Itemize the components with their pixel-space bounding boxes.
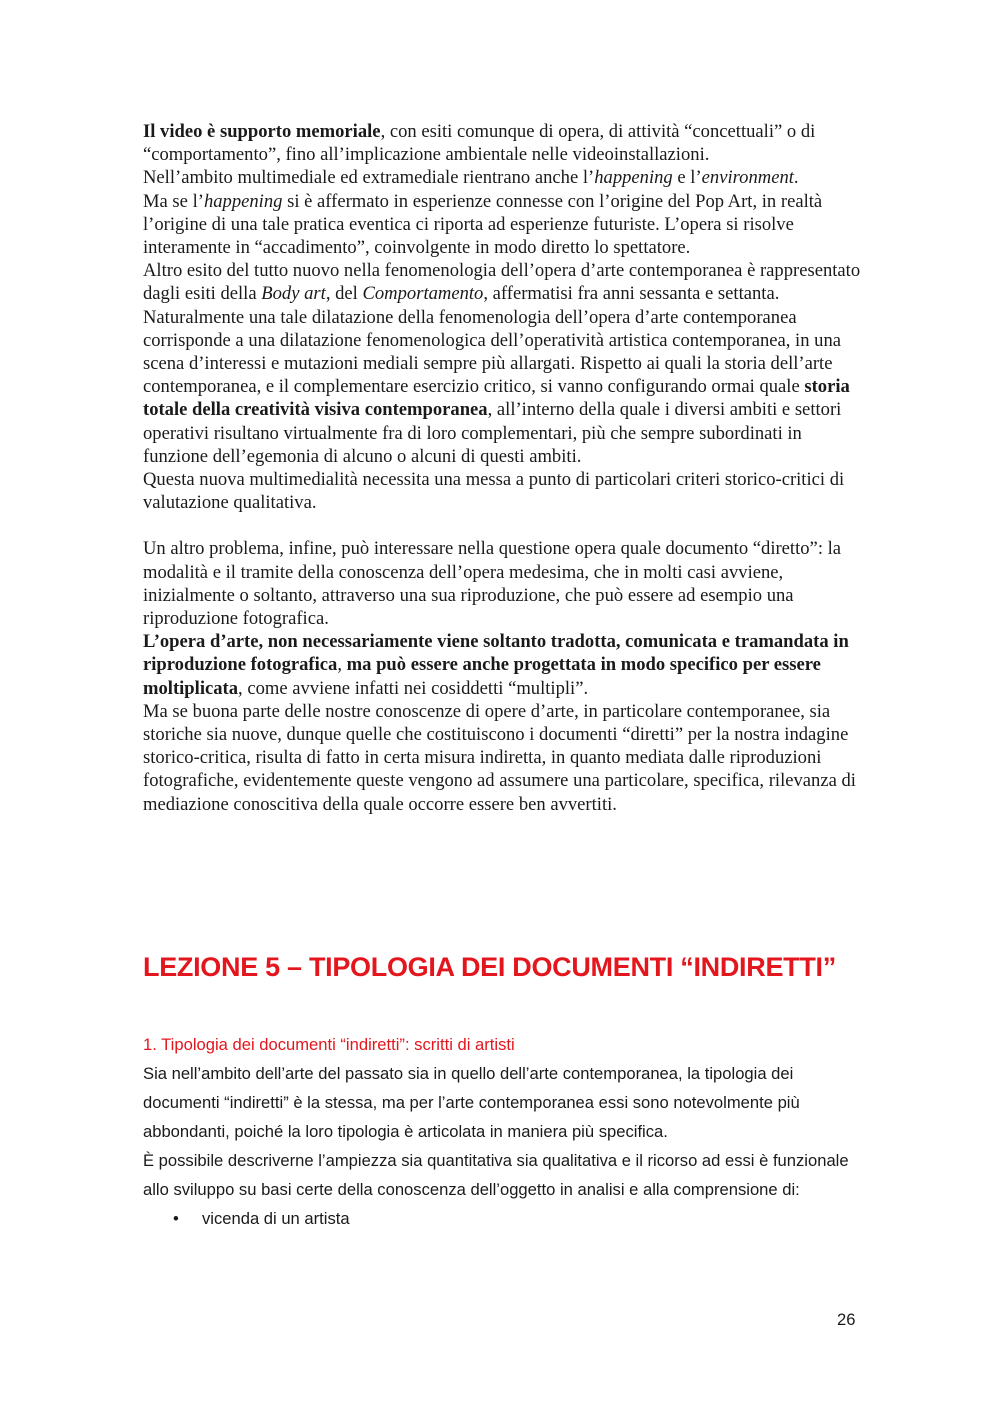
page-number: 26: [837, 1310, 856, 1329]
lesson-section: [143, 1030, 863, 1233]
paragraph: Un altro problema, infine, può interessare nella questione opera quale documento “diretto”: la modalità e il tramite della conoscenza dell’opera medesima, che in molti casi avviene, inizialmente o soltanto, attraverso una sua riproduzione, che può essere ad esempio una riproduzione fotografica.: [143, 538, 842, 630]
bullet-icon: •: [173, 1209, 179, 1228]
paragraph: È possibile descriverne l’ampiezza sia quantitativa sia qualitativa e il ricorso ad essi è funzionale allo sviluppo su basi certe della conoscenza dell’oggetto in analisi e alla comprensione di:: [143, 1151, 849, 1199]
paragraph-gap: [143, 514, 863, 537]
section-subheading: 1. Tipologia dei documenti “indiretti”: scritti di artisti: [143, 1035, 515, 1054]
paragraph: Ma se l’happening si è affermato in esperienze connesse con l’origine del Pop Art, in realtà l’origine di una tale pratica eventica ci riporta ad esperienze futuriste. L’opera si risolve interamente in “accadimento”, coinvolgente in modo diretto lo spettatore.: [143, 190, 823, 259]
paragraph: Questa nuova multimedialità necessita una messa a punto di particolari criteri storico-critici di valutazione qualitativa.: [143, 469, 845, 514]
paragraph: Ma se buona parte delle nostre conoscenze di opere d’arte, in particolare contemporanee, sia storiche sia nuove, dunque quelle che costituiscono i documenti “diretti” per la nostra indagine storico-critica, risulta di fatto in certa misura indiretta, in quanto mediata dalle riproduzioni fotografiche, evidentemente queste vengono ad assumere una particolare, specifica, rilevanza di mediazione conoscitiva della quale occorre essere ben avvertiti.: [143, 700, 856, 815]
paragraph: Altro esito del tutto nuovo nella fenomenologia dell’opera d’arte contemporanea è rappresentato dagli esiti della Body art, del Comportamento, affermatisi fra anni sessanta e settanta.: [143, 260, 861, 305]
lesson-heading: LEZIONE 5 – TIPOLOGIA DEI DOCUMENTI “INDIRETTI”: [143, 952, 836, 982]
body-text: [143, 120, 863, 816]
paragraph: L’opera d’arte, non necessariamente viene soltanto tradotta, comunicata e tramandata in riproduzione fotografica, ma può essere anche progettata in modo specifico per essere moltiplicata, come avviene infatti nei cosiddetti “multipli”.: [143, 631, 849, 699]
paragraph: Il video è supporto memoriale, con esiti comunque di opera, di attività “concettuali” o di “comportamento”, fino all’implicazione ambientale nelle videoinstallazioni.: [143, 121, 816, 166]
paragraph: Nell’ambito multimediale ed extramediale rientrano anche l’happening e l’environment.: [143, 167, 799, 189]
list-item: • vicenda di un artista: [143, 1204, 863, 1233]
bullet-list: [143, 1204, 863, 1233]
paragraph: Sia nell’ambito dell’arte del passato sia in quello dell’arte contemporanea, la tipologia dei documenti “indiretti” è la stessa, ma per l’arte contemporanea essi sono notevolmente più abbondanti, poiché la loro tipologia è articolata in maniera più specifica.: [143, 1064, 800, 1141]
paragraph: Naturalmente una tale dilatazione della fenomenologia dell’opera d’arte contemporanea corrisponde a una dilatazione fenomenologica dell’operatività artistica contemporanea, in una scena d’interessi e mutazioni mediali sempre più allargati. Rispetto ai quali la storia dell’arte contemporanea, e il complementare esercizio critico, si vanno configurando ormai quale storia totale della creatività visiva contemporanea, all’interno della quale i diversi ambiti e settori operativi risultano virtualmente fra di loro complementari, più che sempre subordinati in funzione dell’egemonia di alcuno o alcuni di questi ambiti.: [143, 306, 850, 467]
